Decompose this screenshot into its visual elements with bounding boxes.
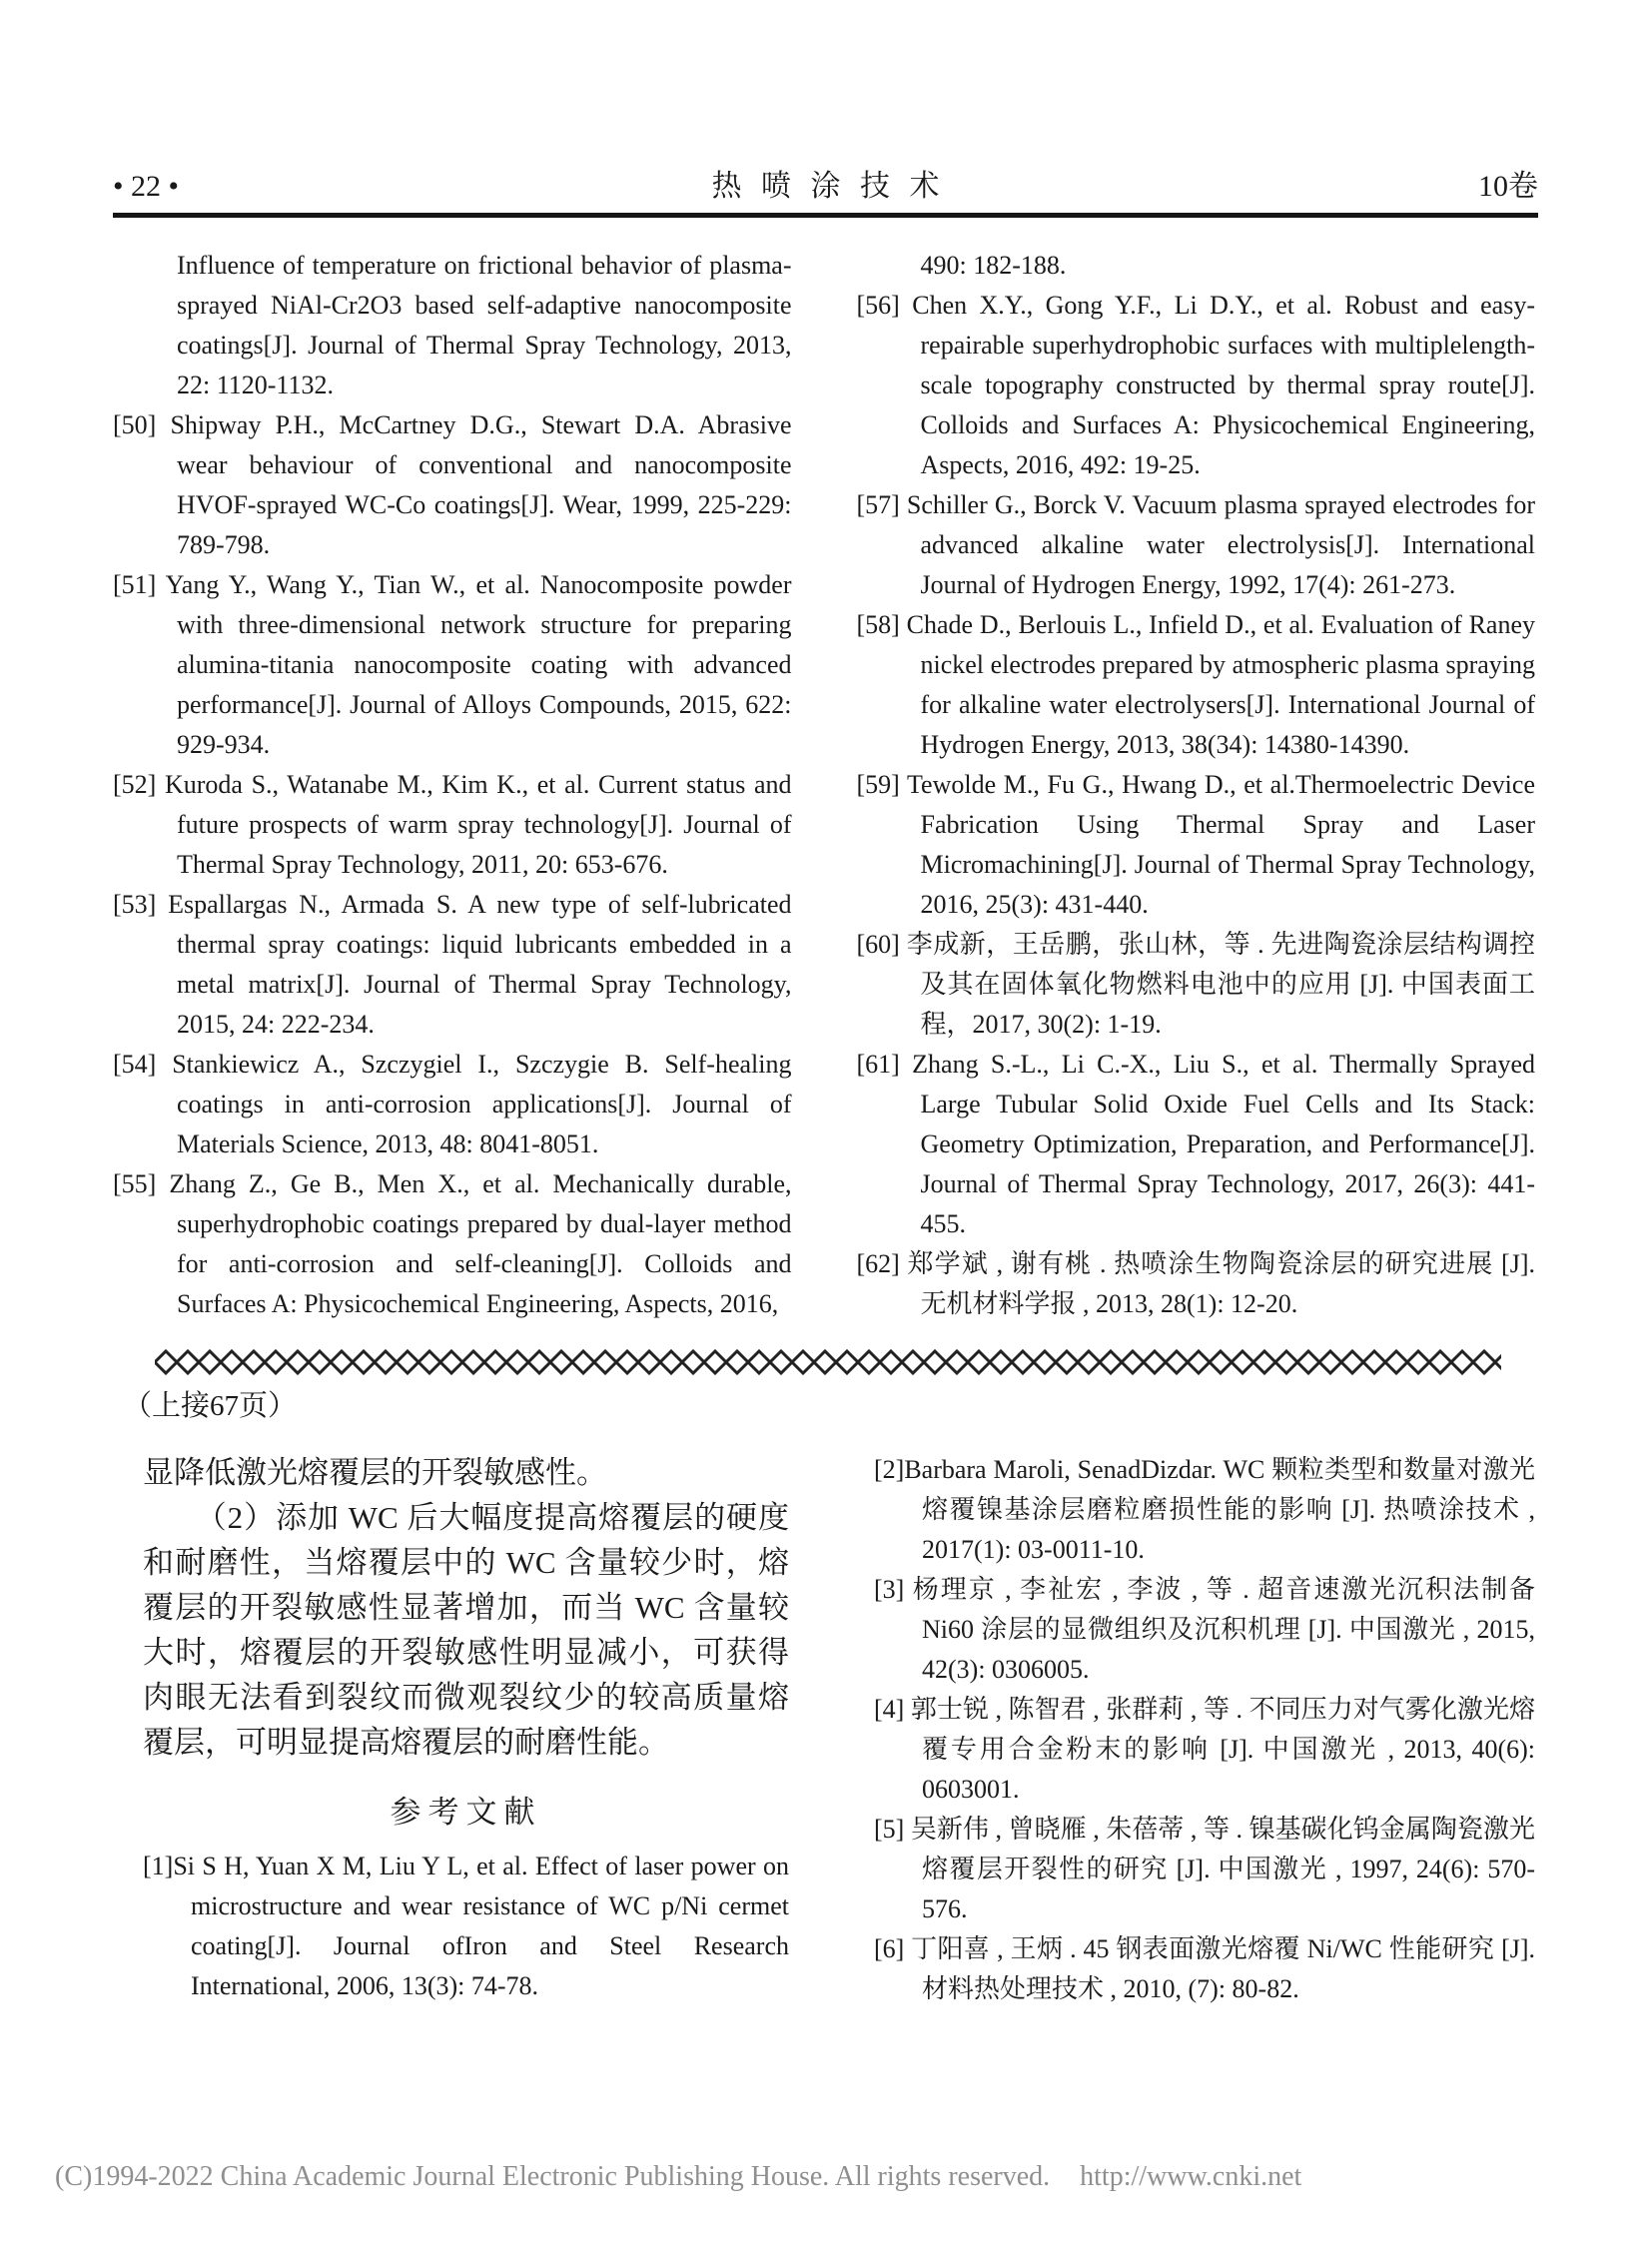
reference-item: Influence of temperature on frictional behavior of plasma-sprayed NiAl-Cr2O3 based self-adaptive nanocomposite coatings[J]. Journal of Thermal Spray Technology, 2013, 22: 1120-1132. bbox=[177, 251, 792, 399]
continued-from-note: （上接67页） bbox=[123, 1390, 298, 1422]
volume-label: 10卷 bbox=[1477, 170, 1538, 203]
page-footer bbox=[55, 2160, 1592, 2194]
reference-item: [51] Yang Y., Wang Y., Tian W., et al. Nanocomposite powder with three-dimensional network structure for preparing alumina-titania nanocomposite coating with advanced performance[J]. Journal of Alloys Compounds, 2015, 622: 929-934. bbox=[113, 570, 792, 759]
references-heading: 参考文献 bbox=[390, 1795, 542, 1830]
reference-item: [56] Chen X.Y., Gong Y.F., Li D.Y., et al. Robust and easy-repairable superhydrophobic surfaces with multiplelength-scale topography constructed by thermal spray route[J]. Colloids and Surfaces A: Physicochemical Engineering, Aspects, 2016, 492: 19-25. bbox=[856, 291, 1535, 479]
page-number: • 22 • bbox=[113, 170, 180, 203]
reference-item: [3] 杨理京 , 李祉宏 , 李波 , 等 . 超音速激光沉积法制备 Ni60 涂层的显微组织及沉积机理 [J]. 中国激光 , 2015, 42(3): 0306005. bbox=[874, 1575, 1535, 1684]
reference-item: [6] 丁阳喜 , 王炳 . 45 钢表面激光熔覆 Ni/WC 性能研究 [J]. 材料热处理技术 , 2010, (7): 80-82. bbox=[874, 1934, 1535, 2003]
reference-item: [55] Zhang Z., Ge B., Men X., et al. Mechanically durable, superhydrophobic coatings prepared by dual-layer method for anti-corrosion and self-cleaning[J]. Colloids and Surfaces A: Physicochemical Engineering, Aspects, 2016, bbox=[113, 1169, 792, 1318]
bottom-references-left bbox=[143, 1847, 789, 2006]
reference-item: 490: 182-188. bbox=[920, 251, 1067, 280]
reference-item: [50] Shipway P.H., McCartney D.G., Stewart D.A. Abrasive wear behaviour of conventional and nanocomposite HVOF-sprayed WC-Co coatings[J]. Wear, 1999, 225-229: 789-798. bbox=[113, 410, 792, 559]
reference-item: [60] 李成新，王岳鹏，张山林，等 . 先进陶瓷涂层结构调控及其在固体氧化物燃料电池中的应用 [J]. 中国表面工程，2017, 30(2): 1-19. bbox=[856, 930, 1535, 1039]
reference-item: [61] Zhang S.-L., Li C.-X., Liu S., et al. Thermally Sprayed Large Tubular Solid Oxide Fuel Cells and Its Stack: Geometry Optimization, Preparation, and Performance[J]. Journal of Thermal Spray Technology, 2017, 26(3): 441-455. bbox=[856, 1050, 1535, 1238]
reference-item: [2]Barbara Maroli, SenadDizdar. WC 颗粒类型和数量对激光熔覆镍基涂层磨粒磨损性能的影响 [J]. 热喷涂技术 , 2017(1): 03-0011-10. bbox=[874, 1455, 1535, 1564]
diamond-divider bbox=[155, 1348, 1501, 1376]
reference-item: [59] Tewolde M., Fu G., Hwang D., et al.Thermoelectric Device Fabrication Using Thermal Spray and Laser Micromachining[J]. Journal of Thermal Spray Technology, 2016, 25(3): 431-440. bbox=[856, 770, 1535, 919]
reference-item: [62] 郑学斌 , 谢有桃 . 热喷涂生物陶瓷涂层的研究进展 [J]. 无机材料学报 , 2013, 28(1): 12-20. bbox=[856, 1249, 1535, 1318]
reference-item: [52] Kuroda S., Watanabe M., Kim K., et al. Current status and future prospects of warm spray technology[J]. Journal of Thermal Spray Technology, 2011, 20: 653-676. bbox=[113, 770, 792, 879]
article-end-left-column bbox=[143, 1450, 789, 2009]
footer-url: http://www.cnki.net bbox=[1080, 2161, 1302, 2192]
references-column-right bbox=[857, 246, 1536, 1324]
reference-item: [4] 郭士锐 , 陈智君 , 张群莉 , 等 . 不同压力对气雾化激光熔覆专用合金粉末的影响 [J]. 中国激光 , 2013, 40(6): 0603001. bbox=[874, 1695, 1535, 1804]
reference-item: [58] Chade D., Berlouis L., Infield D., et al. Evaluation of Raney nickel electrodes prepared by atmospheric plasma spraying for alkaline water electrolysers[J]. International Journal of Hydrogen Energy, 2013, 38(34): 14380-14390. bbox=[856, 610, 1535, 759]
body-paragraph: （2）添加 WC 后大幅度提高熔覆层的硬度和耐磨性，当熔覆层中的 WC 含量较少时，熔覆层的开裂敏感性显著增加，而当 WC 含量较大时，熔覆层的开裂敏感性明显减小，可获得肉眼无法看到裂纹而微观裂纹少的较高质量熔覆层，可明显提高熔覆层的耐磨性能。 bbox=[143, 1500, 789, 1760]
copyright-text: (C)1994-2022 China Academic Journal Electronic Publishing House. All rights reserved. bbox=[55, 2161, 1051, 2192]
bottom-references-right bbox=[874, 1450, 1535, 2009]
page-header bbox=[113, 170, 1538, 218]
diamond-divider-svg bbox=[155, 1348, 1501, 1376]
reference-item: [53] Espallargas N., Armada S. A new type of self-lubricated thermal spray coatings: liquid lubricants embedded in a metal matrix[J]. Journal of Thermal Spray Technology, 2015, 24: 222-234. bbox=[113, 890, 792, 1039]
references-column-left bbox=[113, 246, 792, 1324]
article-end-section bbox=[143, 1450, 1535, 2009]
references-continued-section bbox=[113, 246, 1535, 1324]
reference-item: [54] Stankiewicz A., Szczygiel I., Szczygie B. Self-healing coatings in anti-corrosion applications[J]. Journal of Materials Science, 2013, 48: 8041-8051. bbox=[113, 1050, 792, 1158]
journal-title: 热 喷 涂 技 术 bbox=[711, 170, 946, 203]
reference-item: [57] Schiller G., Borck V. Vacuum plasma sprayed electrodes for advanced alkaline water electrolysis[J]. International Journal of Hydrogen Energy, 1992, 17(4): 261-273. bbox=[856, 490, 1535, 599]
body-paragraph: 显降低激光熔覆层的开裂敏感性。 bbox=[143, 1455, 607, 1490]
reference-item: [5] 吴新伟 , 曾晓雁 , 朱蓓蒂 , 等 . 镍基碳化钨金属陶瓷激光熔覆层开裂性的研究 [J]. 中国激光 , 1997, 24(6): 570-576. bbox=[874, 1815, 1535, 1923]
reference-item: [1]Si S H, Yuan X M, Liu Y L, et al. Effect of laser power on microstructure and wear resistance of WC p/Ni cermet coating[J]. Journal ofIron and Steel Research International, 2006, 13(3): 74-78. bbox=[143, 1852, 789, 2000]
